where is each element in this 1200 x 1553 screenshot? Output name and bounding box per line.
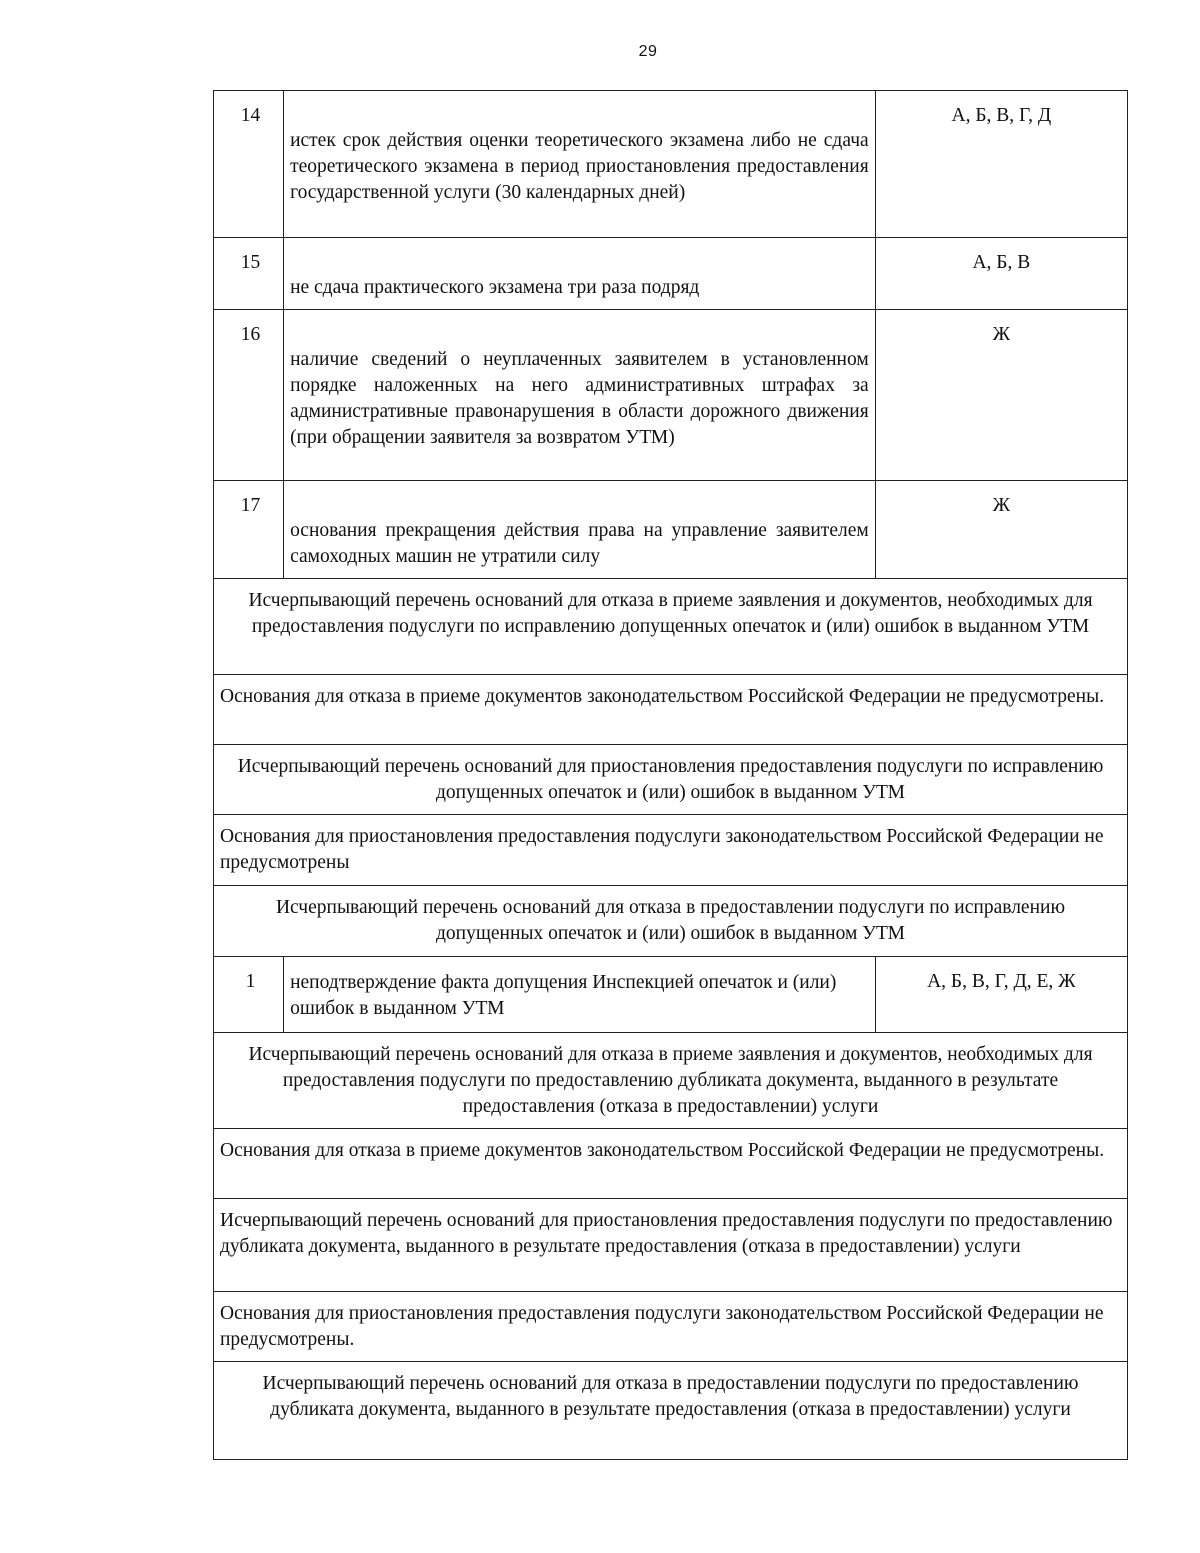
row-categories: А, Б, В [875,238,1127,310]
row-number: 14 [214,91,284,238]
section-heading-row [214,745,1128,815]
row-reason: не сдача практического экзамена три раза подряд [284,238,876,310]
row-categories: Ж [875,310,1127,481]
section-note-row [214,1292,1128,1362]
table-row [214,310,1128,481]
section-title-duplicate-suspension: Исчерпывающий перечень оснований для приостановления предоставления подуслуги по предоставлению дубликата документа, выданного в результате предоставления (отказа в предоставлении) услуги [214,1199,1128,1292]
section-heading-row [214,1199,1128,1292]
row-number: 1 [214,957,284,1033]
table-row [214,91,1128,238]
section-title-duplicate-refusal-service: Исчерпывающий перечень оснований для отказа в предоставлении подуслуги по предоставлению дубликата документа, выданного в результате предоставления (отказа в предоставлении) услуги [214,1362,1128,1460]
row-number: 17 [214,481,284,579]
table-row [214,481,1128,579]
section-note-duplicate-refusal-docs: Основания для отказа в приеме документов законодательством Российской Федерации не предусмотрены. [214,1129,1128,1199]
section-note-correction-suspension: Основания для приостановления предоставления подуслуги законодательством Российской Федерации не предусмотрены [214,815,1128,886]
row-reason: основания прекращения действия права на управление заявителем самоходных машин не утратили силу [284,481,876,579]
section-heading-row [214,1033,1128,1129]
section-title-correction-refusal-docs: Исчерпывающий перечень оснований для отказа в приеме заявления и документов, необходимых для предоставления подуслуги по исправлению допущенных опечаток и (или) ошибок в выданном УТМ [214,579,1128,675]
section-title-correction-suspension: Исчерпывающий перечень оснований для приостановления предоставления подуслуги по исправлению допущенных опечаток и (или) ошибок в выданном УТМ [214,745,1128,815]
row-categories: А, Б, В, Г, Д, Е, Ж [875,957,1127,1033]
row-categories: А, Б, В, Г, Д [875,91,1127,238]
section-note-row [214,815,1128,886]
row-reason: неподтверждение факта допущения Инспекцией опечаток и (или) ошибок в выданном УТМ [284,957,876,1033]
section-heading-row [214,886,1128,957]
page-number: 29 [638,43,658,60]
grounds-table [213,90,1128,1460]
row-number: 16 [214,310,284,481]
section-title-correction-refusal-service: Исчерпывающий перечень оснований для отказа в предоставлении подуслуги по исправлению допущенных опечаток и (или) ошибок в выданном УТМ [214,886,1128,957]
section-title-duplicate-refusal-docs: Исчерпывающий перечень оснований для отказа в приеме заявления и документов, необходимых для предоставления подуслуги по предоставлению дубликата документа, выданного в результате предоставления (отказа в предоставлении) услуги [214,1033,1128,1129]
row-reason: наличие сведений о неуплаченных заявителем в установленном порядке наложенных на него административных штрафах за административные правонарушения в области дорожного движения (при обращении заявителя за возвратом УТМ) [284,310,876,481]
section-note-duplicate-suspension: Основания для приостановления предоставления подуслуги законодательством Российской Федерации не предусмотрены. [214,1292,1128,1362]
section-note-correction-refusal-docs: Основания для отказа в приеме документов законодательством Российской Федерации не предусмотрены. [214,675,1128,745]
section-note-row [214,675,1128,745]
table-row [214,957,1128,1033]
row-number: 15 [214,238,284,310]
section-heading-row [214,579,1128,675]
table-row [214,238,1128,310]
section-note-row [214,1129,1128,1199]
section-heading-row [214,1362,1128,1460]
row-reason: истек срок действия оценки теоретического экзамена либо не сдача теоретического экзамена в период приостановления предоставления государственной услуги (30 календарных дней) [284,91,876,238]
row-categories: Ж [875,481,1127,579]
